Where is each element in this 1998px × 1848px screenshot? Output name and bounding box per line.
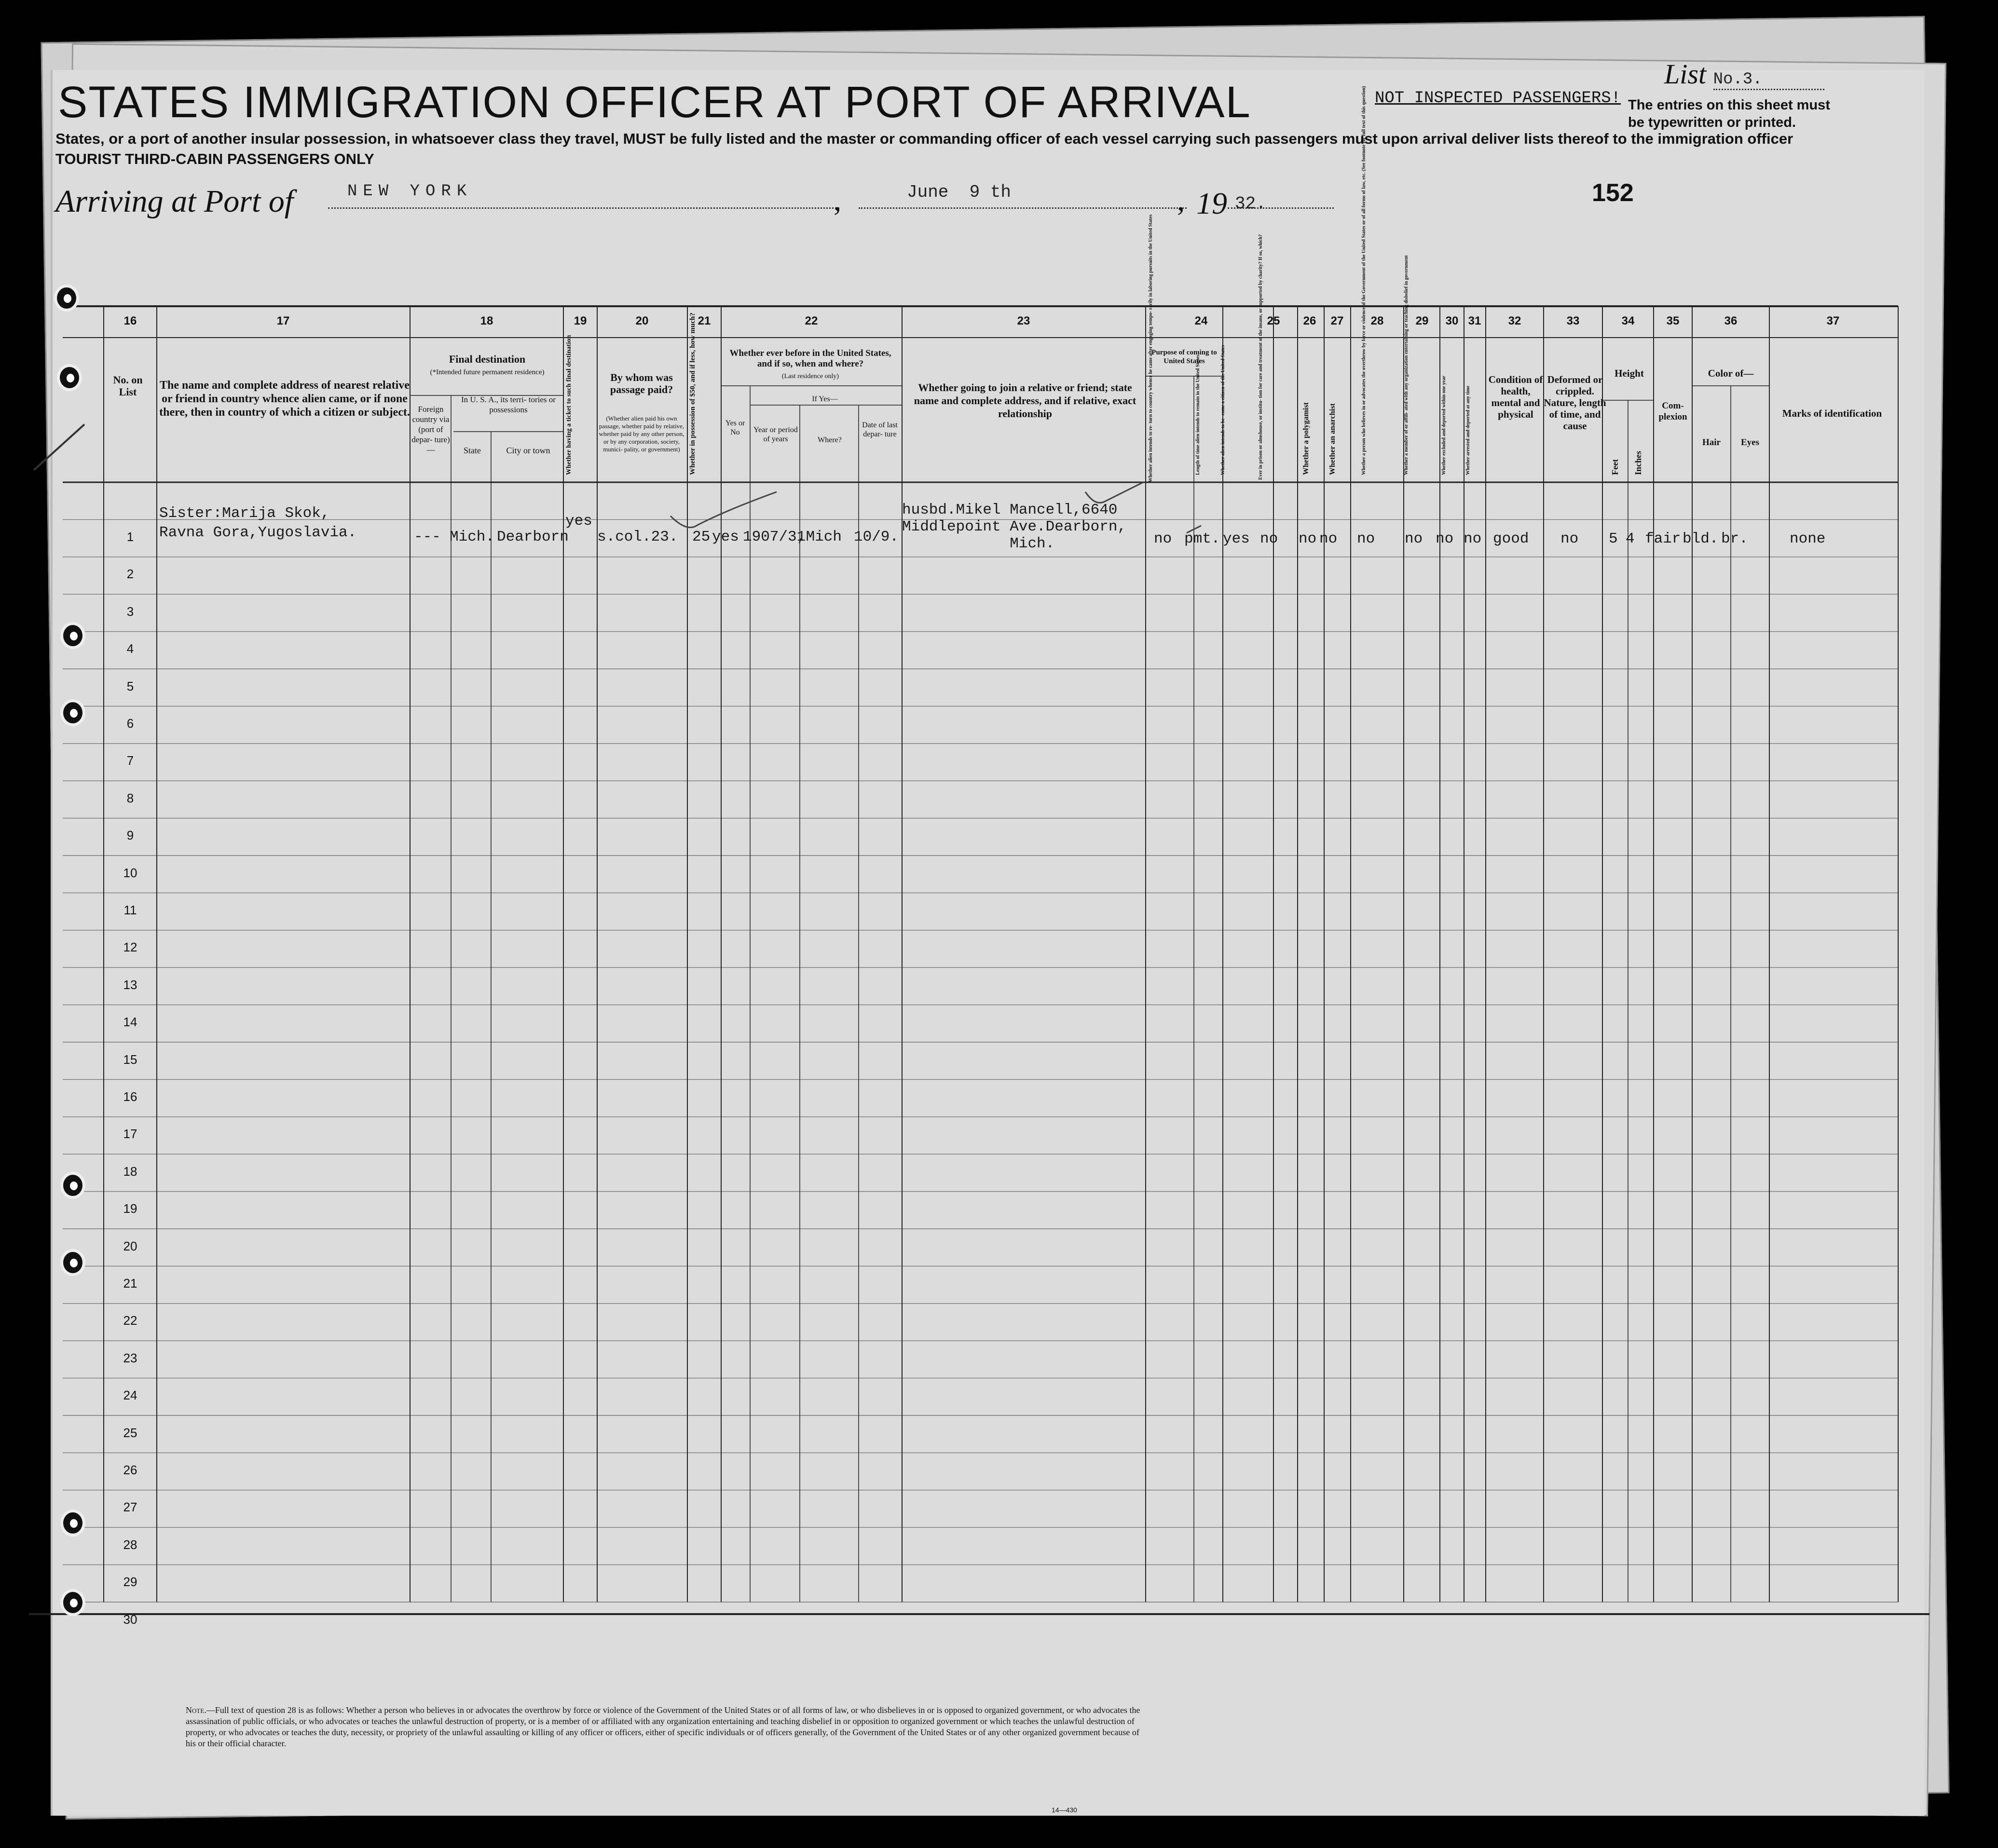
entry-deformed: no bbox=[1560, 530, 1579, 547]
footnote-text: —Full text of question 28 is as follows: Whether a person who believes in or advocates the overthrow by force or violence of the Government of the United States or of all forms of law, or who disbelieves in or is opposed to organized government, or who advocates the assassination of public officials, or who advocates or teaches the unlawful destruction of property, or is a member of or affiliated with any organization entertaining and teaching disbelief in or opposition to organized government or which teaches the unlawful destruction of property, or who advocates or teaches the duty, necessity, or propriety of the unlawful assaulting or killing of any officer or officers, either of specific individuals or of officers generally, of the Government of the United States or of any other organized government because of his or their official character. bbox=[186, 1705, 1140, 1748]
row-number: 7 bbox=[126, 753, 134, 768]
entry-health: good bbox=[1493, 530, 1529, 547]
passenger-class: TOURIST THIRD-CABIN PASSENGERS ONLY bbox=[55, 150, 374, 167]
row-number: 17 bbox=[123, 1127, 137, 1141]
column-number: 28 bbox=[1370, 314, 1384, 327]
header-passage-paid-sub: (Whether alien paid his own passage, whether paid by relative, whether paid by any other person, or by any corporation, society, munici- pality, or government) bbox=[599, 415, 684, 453]
year-prefix: 19 bbox=[1196, 186, 1227, 220]
entry-foreign-country: --- bbox=[414, 529, 441, 545]
header-foreign-country: Foreign country via (port of depar- ture)— bbox=[411, 405, 450, 454]
column-number: 33 bbox=[1566, 314, 1580, 327]
header-no-on-list: No. on List bbox=[113, 374, 143, 398]
year-suffix: 32. bbox=[1235, 194, 1266, 214]
column-number: 25 bbox=[1267, 314, 1280, 327]
column-number: 16 bbox=[123, 314, 137, 327]
row-number: 16 bbox=[123, 1089, 137, 1104]
arriving-label: Arriving at Port of bbox=[55, 184, 294, 219]
column-number: 29 bbox=[1415, 314, 1429, 327]
header-complexion: Com- plexion bbox=[1658, 401, 1687, 422]
entry-length-of-stay: pmt. bbox=[1184, 530, 1220, 547]
row-number: 9 bbox=[126, 828, 134, 843]
header-height: Height bbox=[1615, 367, 1644, 379]
date-value: June 9 th bbox=[907, 182, 1012, 202]
row-number: 4 bbox=[126, 641, 134, 656]
binder-hole bbox=[60, 1589, 85, 1616]
row-number: 15 bbox=[123, 1052, 137, 1067]
row-number: 5 bbox=[126, 679, 134, 693]
row-number: 8 bbox=[126, 790, 134, 805]
entry-money: 25 bbox=[692, 529, 711, 545]
header-health: Condition of health, mental and physical bbox=[1488, 374, 1543, 420]
header-if-yes: If Yes— bbox=[812, 395, 838, 403]
header-color-of: Color of— bbox=[1708, 367, 1754, 379]
entry-feet: 5 bbox=[1609, 530, 1618, 547]
entry-hair: bld. bbox=[1683, 530, 1719, 547]
header-hair: Hair bbox=[1702, 437, 1721, 448]
row-number: 6 bbox=[126, 716, 134, 731]
binder-hole bbox=[60, 699, 85, 726]
column-number: 31 bbox=[1468, 314, 1481, 327]
column-number: 27 bbox=[1330, 314, 1344, 327]
row-number: 18 bbox=[123, 1164, 137, 1179]
header-final-destination: Final destination bbox=[449, 353, 526, 365]
row-number: 12 bbox=[123, 940, 137, 955]
entry-year-period: 1907/31 bbox=[743, 529, 806, 545]
row-number: 11 bbox=[123, 903, 137, 917]
entry-join-relative: husbd.Mikel Mancell,6640 Middlepoint Ave.Dearborn, Mich. bbox=[902, 502, 1127, 552]
binder-hole bbox=[60, 1249, 85, 1276]
column-number: 21 bbox=[698, 314, 711, 327]
row-number: 21 bbox=[123, 1276, 137, 1291]
comma-separator: , bbox=[834, 183, 841, 217]
row-number: 28 bbox=[123, 1537, 137, 1552]
row-number: 2 bbox=[126, 567, 134, 582]
entry-yes-no: yes bbox=[712, 529, 739, 545]
header-state: State bbox=[464, 446, 481, 455]
list-value: No.3. bbox=[1713, 70, 1824, 90]
entries-note: The entries on this sheet must be typewritten or printed. bbox=[1628, 97, 1830, 130]
header-marks: Marks of identification bbox=[1782, 408, 1882, 419]
row-number: 29 bbox=[123, 1575, 137, 1590]
header-fifty-dollars: Whether in possession of $50, and if less, how much? bbox=[689, 313, 697, 475]
form-subtitle: States, or a port of another insular possession, in whatsoever class they travel, MUST be fully listed and the master or commanding officer of each vessel carrying such passengers must upon arrival deliver lists thereof to the immigration officer bbox=[55, 130, 1793, 147]
binder-hole bbox=[57, 364, 82, 391]
column-number: 23 bbox=[1017, 314, 1030, 327]
header-anarchist: Whether an anarchist bbox=[1328, 403, 1337, 475]
entry-eyes: br. bbox=[1721, 530, 1748, 547]
row-number: 24 bbox=[123, 1388, 137, 1403]
entry-nearest-relative: Sister:Marija Skok, Ravna Gora,Yugoslavia. bbox=[159, 505, 357, 541]
list-label: List bbox=[1664, 58, 1707, 90]
column-number: 17 bbox=[276, 314, 290, 327]
column-number: 37 bbox=[1826, 314, 1840, 327]
header-passage-paid: By whom was passage paid? bbox=[610, 371, 673, 395]
column-number: 34 bbox=[1621, 314, 1635, 327]
entry-overthrow: no bbox=[1357, 530, 1375, 547]
entry-organization: no bbox=[1405, 530, 1423, 547]
column-number: 26 bbox=[1303, 314, 1316, 327]
header-nearest-relative: The name and complete address of nearest relative or friend in country whence alien came, or if none there, then in country of which a citizen or subject. bbox=[159, 379, 410, 419]
row-number: 10 bbox=[123, 865, 137, 880]
entry-anarchist: no bbox=[1319, 530, 1338, 547]
header-before-in-us: Whether ever before in the United States, and if so, when and where? bbox=[729, 348, 891, 369]
binder-hole bbox=[54, 285, 79, 312]
column-number: 30 bbox=[1445, 314, 1459, 327]
entry-marks: none bbox=[1790, 530, 1826, 547]
header-deported: Whether arrested and deported at any time bbox=[1465, 385, 1471, 475]
column-number: 32 bbox=[1508, 314, 1521, 327]
header-polygamist: Whether a polygamist bbox=[1302, 402, 1310, 475]
column-number: 24 bbox=[1194, 314, 1208, 327]
row-number: 1 bbox=[126, 530, 134, 544]
row-number: 27 bbox=[123, 1500, 137, 1515]
column-number: 18 bbox=[480, 314, 493, 327]
header-final-destination-sub: (*Intended future permanent residence) bbox=[430, 368, 545, 376]
row-number: 13 bbox=[123, 977, 137, 992]
header-city: City or town bbox=[506, 446, 550, 455]
entry-city: Dearborn bbox=[497, 529, 569, 545]
entry-return-intent: no bbox=[1154, 530, 1172, 547]
row-number: 26 bbox=[123, 1463, 137, 1477]
row-number: 14 bbox=[123, 1015, 137, 1030]
entry-excluded: no bbox=[1436, 530, 1454, 547]
row-number: 23 bbox=[123, 1350, 137, 1365]
header-date-departure: Date of last depar- ture bbox=[862, 421, 898, 438]
column-number: 20 bbox=[635, 314, 649, 327]
port-value: NEW YORK bbox=[347, 182, 473, 201]
header-in-usa: In U. S. A., its terri- tories or possessions bbox=[461, 395, 556, 414]
header-where: Where? bbox=[818, 436, 842, 444]
form-title: STATES IMMIGRATION OFFICER AT PORT OF ARRIVAL bbox=[58, 78, 1251, 127]
header-eyes: Eyes bbox=[1741, 437, 1759, 448]
binder-hole bbox=[60, 622, 85, 649]
header-before-in-us-sub: (Last residence only) bbox=[781, 373, 839, 380]
entry-ticket: yes bbox=[565, 513, 592, 530]
entry-prison: no bbox=[1260, 530, 1278, 547]
entry-deported: no bbox=[1464, 530, 1482, 547]
header-length-of-stay: Length of time alien intends to remain in the United States bbox=[1195, 354, 1201, 475]
header-organization: Whether a member of or affili- ated with any organization entertaining or teaching disbelief in government bbox=[1404, 255, 1409, 475]
column-number: 19 bbox=[574, 314, 587, 327]
entry-inches: 4 bbox=[1626, 530, 1635, 547]
entry-date-departure: 10/9. bbox=[854, 529, 899, 545]
header-ticket: Whether having a ticket to such final destination bbox=[565, 335, 573, 475]
header-deformed: Deformed or crippled. Nature, length of time, and cause bbox=[1544, 374, 1606, 432]
entry-citizen-intent: yes bbox=[1223, 530, 1250, 547]
row-number: 22 bbox=[123, 1313, 137, 1328]
column-number: 22 bbox=[805, 314, 818, 327]
entry-where: ,Mich bbox=[797, 529, 842, 545]
header-purpose: Purpose of coming to United States bbox=[1151, 349, 1217, 365]
row-number: 19 bbox=[123, 1201, 137, 1216]
header-year-period: Year or period of years bbox=[753, 426, 798, 443]
header-inches: Inches bbox=[1633, 450, 1643, 475]
entry-state: Mich. bbox=[450, 529, 495, 545]
header-yes-no: Yes or No bbox=[725, 419, 745, 436]
footnote-label: Note. bbox=[186, 1705, 206, 1715]
row-number: 20 bbox=[123, 1238, 137, 1253]
header-feet: Feet bbox=[1610, 459, 1620, 475]
row-number: 3 bbox=[126, 604, 134, 619]
binder-hole bbox=[60, 1172, 85, 1199]
not-inspected-stamp: NOT INSPECTED PASSENGERS! bbox=[1375, 89, 1621, 108]
header-return-intent: Whether alien intends to re- turn to country whence he came after engaging tempo- rarily in laboring pursuits in the United States bbox=[1148, 214, 1153, 482]
column-number: 35 bbox=[1666, 314, 1680, 327]
form-code: 14—430 bbox=[1052, 1806, 1077, 1814]
entry-polygamist: no bbox=[1299, 530, 1317, 547]
column-number: 36 bbox=[1724, 314, 1738, 327]
page-number: 152 bbox=[1592, 179, 1634, 207]
header-prison-almshouse: Ever in prison or almshouse, or institu- tion for care and treatment of the insane, or supported by charity? If so, which? bbox=[1258, 234, 1263, 480]
footnote bbox=[186, 1705, 1150, 1749]
entry-complexion: fair bbox=[1645, 530, 1681, 547]
entry-passage-paid: s.col.23. bbox=[597, 529, 678, 545]
row-number: 25 bbox=[123, 1425, 137, 1440]
binder-hole bbox=[60, 1509, 85, 1536]
header-excluded: Whether excluded and deported within one year bbox=[1441, 376, 1447, 475]
header-citizen-intent: Whether alien intends to be- come a citizen of the United States bbox=[1220, 345, 1226, 475]
row-number: 30 bbox=[123, 1612, 137, 1627]
header-overthrow: Whether a person who believes in or advocates the overthrow by force or violence of the Government of the United States or of all forms of law, etc. (See footnote for full text of this question) bbox=[1361, 86, 1367, 475]
header-join-relative: Whether going to join a relative or friend; state name and complete address, and if relative, exact relationship bbox=[914, 381, 1136, 420]
comma-separator: , bbox=[1177, 183, 1185, 217]
